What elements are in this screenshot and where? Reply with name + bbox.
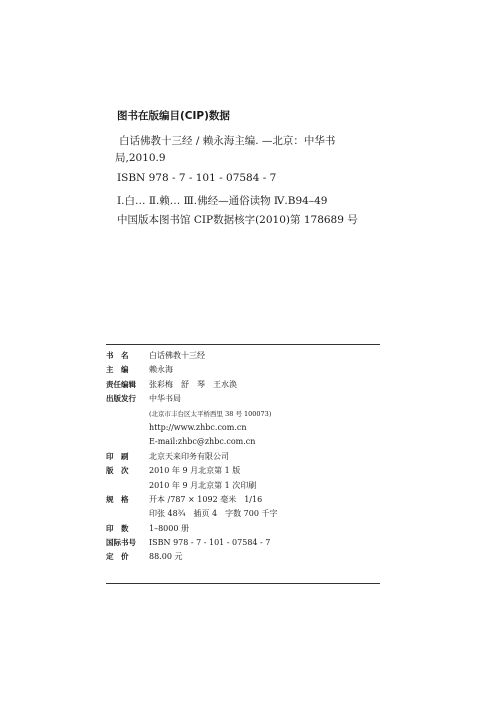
top-rule [106, 344, 380, 345]
info-row [106, 349, 396, 363]
info-row [106, 392, 396, 406]
info-row [106, 464, 396, 478]
cip-body [117, 133, 417, 229]
info-value: 开本 /787 × 1092 毫米 1/16 [149, 494, 263, 504]
cip-title: 图书在版编目(CIP)数据 [117, 110, 230, 122]
info-row [106, 479, 396, 493]
info-key: 定 价 [106, 552, 129, 562]
info-value: 2010 年 9 月北京第 1 次印刷 [149, 480, 257, 490]
info-row [106, 550, 396, 564]
cip-record: 中国版本图书馆 CIP数据核字(2010)第 178689 号 [117, 214, 358, 226]
info-key: 书 名 [106, 351, 129, 360]
info-value: (北京市丰台区太平桥西里 38 号 100073) [149, 409, 272, 418]
info-value: 88.00 元 [149, 552, 183, 562]
info-value: ISBN 978 - 7 - 101 - 07584 - 7 [149, 538, 271, 548]
info-row [106, 536, 396, 550]
info-row [106, 450, 396, 464]
cip-title-line-cont: 局,2010.9 [115, 152, 166, 164]
cip-block [117, 108, 417, 131]
publication-info [106, 349, 396, 565]
info-row [106, 507, 396, 521]
info-value: 中华书局 [149, 394, 181, 404]
info-row [106, 435, 396, 449]
cip-subjects: Ⅰ.白… Ⅱ.赖… Ⅲ.佛经—通俗读物 Ⅳ.B94–49 [117, 195, 328, 207]
info-row [106, 421, 396, 435]
info-key: 主 编 [106, 365, 129, 375]
info-row [106, 378, 396, 392]
info-value: 张彩梅 舒 琴 王水涣 [149, 379, 237, 389]
info-value: 北京天来印务有限公司 [149, 451, 229, 461]
info-key: 印 刷 [106, 451, 129, 461]
info-value: 2010 年 9 月北京第 1 版 [149, 466, 241, 476]
info-key: 规 格 [106, 494, 129, 504]
info-value: 1–8000 册 [149, 523, 189, 533]
info-key: 印 数 [106, 523, 129, 533]
cip-isbn: ISBN 978 - 7 - 101 - 07584 - 7 [117, 172, 277, 184]
info-key: 出版发行 [106, 394, 136, 404]
info-value: http://www.zhbc.com.cn [149, 422, 247, 432]
info-row [106, 363, 396, 377]
info-row [106, 522, 396, 536]
info-key: 版 次 [106, 466, 129, 476]
info-value: 印张 48¾ 插页 4 字数 700 千字 [149, 509, 278, 519]
info-value: 白话佛教十三经 [149, 351, 205, 360]
info-row [106, 407, 396, 421]
info-value: 赖永海 [149, 365, 173, 375]
bottom-rule [106, 583, 380, 584]
info-key: 责任编辑 [106, 379, 136, 389]
cip-title-line: 白话佛教十三经 / 赖永海主编. —北京：中华书 [119, 135, 336, 147]
info-value: E-mail:zhbc@zhbc.com.cn [149, 437, 256, 447]
info-key: 国际书号 [106, 538, 136, 548]
info-row [106, 493, 396, 507]
